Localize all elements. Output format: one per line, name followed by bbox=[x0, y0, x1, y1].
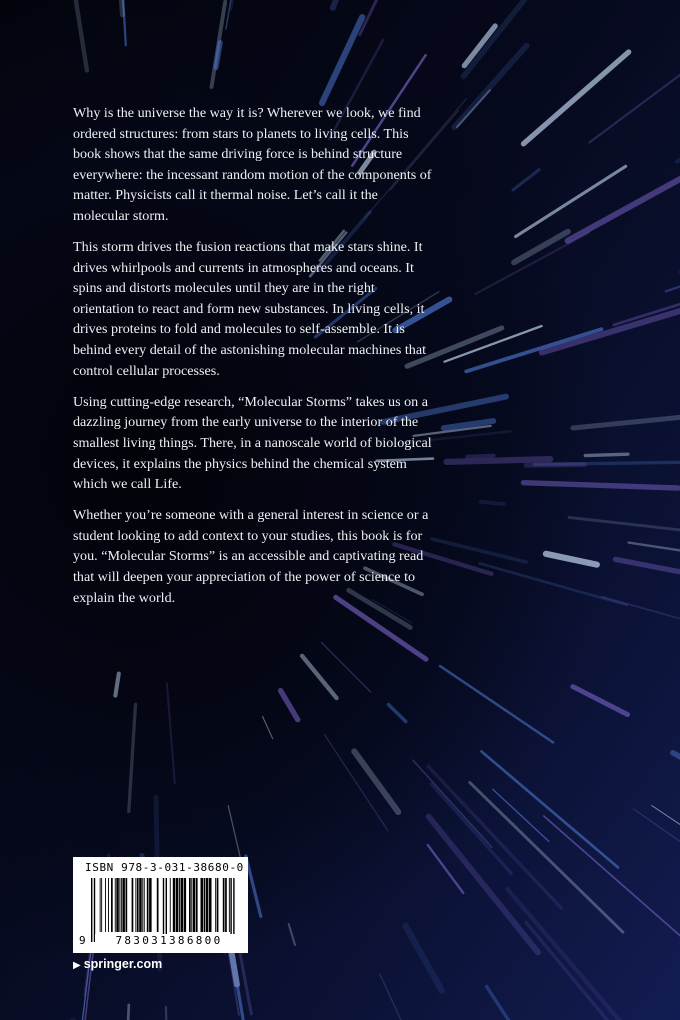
light-streak bbox=[673, 753, 680, 774]
light-streak bbox=[226, 0, 241, 29]
barcode-bar bbox=[147, 878, 149, 932]
light-streak bbox=[115, 674, 118, 696]
light-streak bbox=[431, 784, 511, 873]
barcode bbox=[79, 878, 242, 948]
light-streak bbox=[322, 643, 371, 692]
light-streak bbox=[569, 517, 680, 539]
barcode-bar bbox=[204, 878, 206, 932]
light-streak bbox=[440, 666, 553, 743]
light-streak bbox=[263, 716, 273, 738]
barcode-bar bbox=[170, 878, 171, 932]
barcode-bar bbox=[176, 878, 179, 932]
light-streak bbox=[388, 705, 405, 722]
barcode-bar bbox=[132, 878, 134, 932]
barcode-bar bbox=[116, 878, 119, 932]
light-streak bbox=[380, 974, 403, 1020]
light-streak bbox=[513, 170, 539, 190]
light-streak bbox=[119, 1005, 129, 1020]
barcode-bar bbox=[179, 878, 180, 932]
barcode-bar bbox=[121, 878, 122, 932]
light-streak bbox=[354, 751, 398, 812]
light-streak bbox=[507, 889, 640, 1020]
barcode-bar bbox=[115, 878, 116, 932]
barcode-bar bbox=[144, 878, 145, 932]
blurb-paragraph-3: Using cutting-edge research, “Molecular Storms” takes us on a dazzling journey from the early universe to the interior of the smallest living things. There, in a nanoscale world of biological devices, it explains the physics behind the chemical system which we call Life. bbox=[73, 393, 432, 493]
publisher-link[interactable] bbox=[73, 957, 162, 971]
barcode-bar bbox=[191, 878, 192, 932]
light-streak bbox=[405, 926, 441, 991]
barcode-guard-bar bbox=[166, 878, 167, 942]
barcode-digits: 783031386800 bbox=[95, 934, 243, 947]
light-streak bbox=[481, 751, 618, 867]
light-streak bbox=[302, 656, 336, 698]
barcode-bar bbox=[105, 878, 106, 932]
barcode-bar bbox=[108, 878, 109, 932]
barcode-guard-bar bbox=[233, 878, 234, 942]
light-streak bbox=[166, 1007, 170, 1020]
publisher-url: springer.com bbox=[83, 957, 163, 971]
light-streak bbox=[447, 459, 551, 462]
light-streak bbox=[281, 691, 298, 720]
barcode-bar bbox=[142, 878, 143, 932]
barcode-bar bbox=[206, 878, 209, 932]
light-streak bbox=[333, 0, 398, 8]
barcode-guard-bar bbox=[94, 878, 95, 942]
isbn-label: ISBN 978-3-031-38680-0 bbox=[85, 861, 244, 874]
light-streak bbox=[475, 233, 589, 295]
barcode-bar bbox=[229, 878, 230, 932]
barcode-bar bbox=[101, 878, 102, 932]
barcode-bar bbox=[217, 878, 219, 932]
barcode-bar bbox=[135, 878, 136, 932]
barcode-bar bbox=[122, 878, 125, 932]
barcode-bar bbox=[173, 878, 176, 932]
barcode-bar bbox=[209, 878, 212, 932]
light-streak bbox=[413, 760, 492, 847]
barcode-bar bbox=[111, 878, 113, 932]
barcode-bar bbox=[126, 878, 128, 932]
barcode-bar bbox=[139, 878, 142, 932]
light-streak bbox=[616, 559, 680, 579]
barcode-guard-bar bbox=[91, 878, 92, 942]
light-streak bbox=[526, 922, 615, 1020]
barcode-bar bbox=[137, 878, 139, 932]
blurb-paragraph-2: This storm drives the fusion reactions that make stars shine. It drives whirlpools and currents in atmospheres and oceans. It spins and distorts molecules until they are in the right orientation to react and form new substances. In living cells, it drives proteins to fold and molecules to self-assemble. It is behind every detail of the astonishing molecular machines that control cellular processes. bbox=[73, 239, 427, 379]
blurb-paragraph-1: Why is the universe the way it is? Wherever we look, we find ordered structures: from stars to planets to living cells. This book shows that the same driving force is behind structure everywhere: the incessant random motion of the components of matter. Physicists call it thermal noise. Let’s call it the molecular storm. bbox=[73, 105, 432, 224]
light-streak bbox=[652, 806, 680, 949]
light-streak bbox=[524, 483, 679, 488]
light-streak bbox=[573, 413, 680, 428]
barcode-guard-bar bbox=[163, 878, 164, 942]
light-streak bbox=[454, 46, 526, 128]
isbn-barcode-box bbox=[73, 857, 248, 953]
barcode-bar bbox=[149, 878, 152, 932]
light-streak bbox=[487, 986, 515, 1020]
arrow-icon: ▶ bbox=[73, 960, 81, 971]
barcode-bar bbox=[193, 878, 196, 932]
light-streak bbox=[246, 856, 261, 916]
light-streak bbox=[228, 806, 241, 863]
light-streak bbox=[633, 809, 680, 849]
barcode-bar bbox=[181, 878, 184, 932]
barcode-bar bbox=[189, 878, 191, 932]
barcode-bar bbox=[225, 878, 227, 932]
barcode-guard-bar bbox=[230, 878, 231, 942]
light-streak bbox=[524, 52, 629, 144]
blurb-text bbox=[73, 103, 433, 619]
barcode-bar bbox=[196, 878, 198, 932]
light-streak bbox=[457, 90, 490, 127]
barcode-first-digit: 9 bbox=[79, 934, 86, 947]
light-streak bbox=[542, 310, 680, 353]
light-streak bbox=[71, 0, 87, 70]
barcode-bar bbox=[119, 878, 120, 932]
barcode-bar bbox=[215, 878, 216, 932]
light-streak bbox=[568, 172, 680, 241]
light-streak bbox=[666, 251, 680, 291]
light-streak bbox=[585, 454, 628, 455]
light-streak bbox=[480, 563, 627, 605]
light-streak bbox=[289, 924, 295, 945]
light-streak bbox=[481, 502, 504, 504]
light-streak bbox=[129, 704, 136, 811]
light-streak bbox=[573, 687, 628, 715]
light-streak bbox=[119, 0, 122, 15]
light-streak bbox=[467, 456, 494, 457]
light-streak bbox=[231, 0, 270, 10]
barcode-bar bbox=[223, 878, 225, 932]
light-streak bbox=[614, 277, 680, 325]
barcode-bar bbox=[100, 878, 101, 932]
light-streak bbox=[464, 0, 566, 76]
light-streak bbox=[526, 465, 584, 466]
barcode-bar bbox=[184, 878, 187, 932]
light-streak bbox=[167, 684, 175, 784]
barcode-bar bbox=[201, 878, 204, 932]
light-streak bbox=[629, 543, 680, 564]
light-streak bbox=[546, 554, 597, 565]
barcode-bar bbox=[157, 878, 159, 932]
light-streak bbox=[544, 816, 680, 944]
blurb-paragraph-4: Whether you’re someone with a general interest in science or a student looking to add context to your studies, this book is for you. “Molecular Storms” is an accessible and captivating read that will deepen your appreciation of the power of science to explain the world. bbox=[73, 507, 429, 606]
